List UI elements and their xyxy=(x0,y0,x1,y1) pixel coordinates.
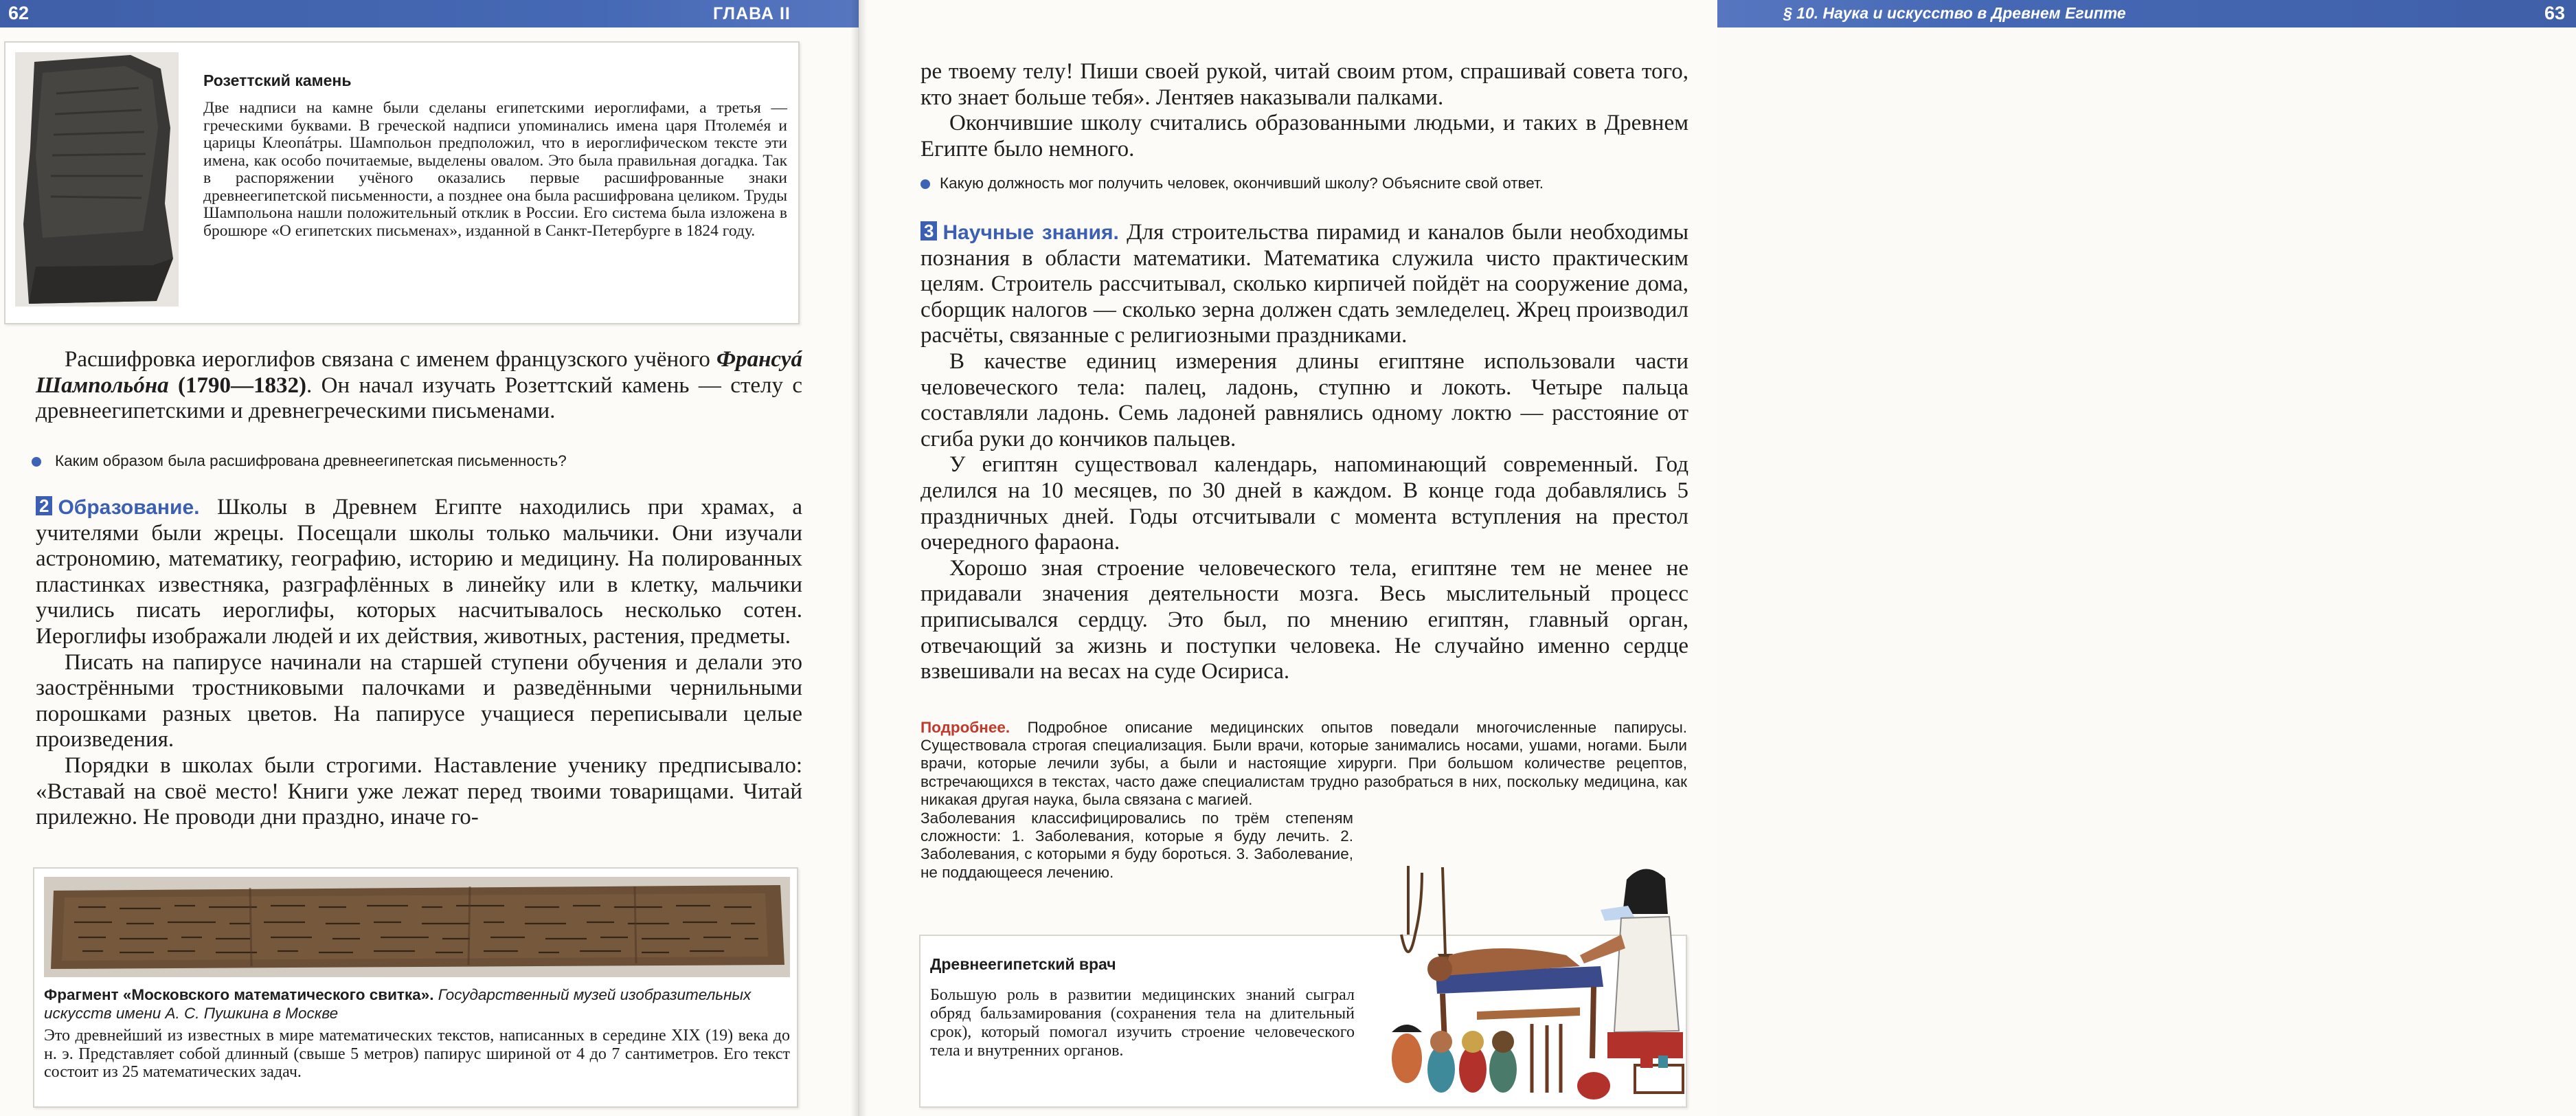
left-page-header xyxy=(0,0,859,27)
book-gutter xyxy=(850,0,867,1116)
question-1-text: Каким образом была расшифрована древнеегипетская письменность? xyxy=(55,452,567,469)
section-3-body xyxy=(920,220,1688,685)
right-top-p1: ре твоему телу! Пиши своей рукой, читай своим ртом, спрашивай совета того, кто знает больше тебя». Лентяев наказывали палками. xyxy=(920,59,1688,110)
intro-text-before: Расшифровка иероглифов связана с именем французского учёного xyxy=(65,347,717,372)
rosetta-stone-box xyxy=(4,41,800,324)
section-2-number: 2 xyxy=(36,496,52,515)
left-page xyxy=(0,0,859,1116)
question-bullet-icon xyxy=(920,179,930,189)
rosetta-box-title: Розеттский камень xyxy=(203,71,352,89)
section-3-title: Научные знания. xyxy=(942,221,1119,244)
champollion-name: Франсуá Шампольóна xyxy=(36,347,802,398)
chapter-title: ГЛАВА II xyxy=(713,4,791,23)
section-3-p2: В качестве единиц измерения длины египтяне использовали части человеческого тела: палец, ладонь, ступню и локоть. Четыре пальца составляли ладонь. Семь ладоней равнялись одному локтю — расстояние от сгиба руки до кончиков пальцев. xyxy=(920,348,1688,451)
more-details-block xyxy=(920,719,1687,809)
more-details-text: Подробное описание медицинских опытов поведали многочисленные папирусы. Существовала строгая специализация. Были врачи, которые занимались носами, ушами, ногами. Были врачи, которые лечили зубы, а были и настоящие хирурги. При большом количестве рецептов, встречающихся в текстах, часто даже специалистам трудно разобраться в них, поскольку медицина, как никакая другая наука, была связана с магией. xyxy=(920,719,1687,808)
papyrus-image xyxy=(44,877,790,977)
papyrus-box xyxy=(33,867,798,1108)
egyptian-doctor-illustration xyxy=(1374,852,1697,1111)
papyrus-text: Это древнейший из известных в мире математических текстов, написанных в середине XIX (19) века до н. э. Представляет собой длинный (свыше 5 метров) папирус шириной от 4 до 7 сантиметров. Его текст состоит из 25 математических задач. xyxy=(44,1027,790,1081)
intro-text-after: . Он начал изучать Розеттский камень — стелу с древнеегипетскими и древнегреческими письменами. xyxy=(36,372,802,424)
more-details-narrow: Заболевания классифицировались по трём степеням сложности: 1. Заболевания, которые я буду лечить. 2. Заболевания, с которыми я буду бороться. 3. Заболевание, не поддающееся лечению. xyxy=(920,810,1353,881)
right-page-number: 63 xyxy=(2544,3,2565,23)
right-page-header xyxy=(1717,0,2576,27)
section-2-p1: Школы в Древнем Египте находились при храмах, а учителями были жрецы. Посещали школы только мальчики. Они изучали астрономию, математику, географию, историю и медицину. На полированных пластинках известняка, разграфлённых в линейку или в клетку, мальчики учились писать иероглифы, которых насчитывалось несколько сотен. Иероглифы изображали людей и их действия, животных, растения, предметы. xyxy=(36,495,802,649)
rosetta-box-text: Две надписи на камне были сделаны египетскими иероглифами, а третья — греческими буквами. В греческой надписи упоминались имена царя Птолемéя и царицы Клеопáтры. Шампольон предположил, что в иероглифическом тексте эти имена, как особо почитаемые, выделены овалом. Это была правильная догадка. Так в распоряжении учёного оказались первые расшифрованные знаки древнеегипетской письменности, а позднее она была расшифрована целиком. Труды Шампольона нашли положительный отклик в России. Его система была изложена в брошюре «О египетских письменах», изданной в Санкт-Петербурге в 1824 году. xyxy=(203,99,787,240)
section-2-p3: Порядки в школах были строгими. Наставление ученику предписывало: «Вставай на своё место! Книги уже лежат перед твоими товарищами. Читай прилежно. Не проводи дни праздно, иначе го- xyxy=(36,752,802,830)
right-top-text xyxy=(920,59,1688,162)
doctor-box-text: Большую роль в развитии медицинских знаний сыграл обряд бальзамирования (сохранения тела на длительный срок), который помогал изучить строение человеческого тела и внутренних органов. xyxy=(930,986,1355,1060)
section-header-title: § 10. Наука и искусство в Древнем Египте xyxy=(1783,4,2126,22)
section-3-p4: Хорошо зная строение человеческого тела, египтяне тем не менее не придавали значения деятельности мозга. Весь мыслительный процесс приписывался сердцу. Это был, по мнению египтян, главный орган, отвечающий за жизнь и поступки человека. Не случайно именно сердце взвешивали на весах на суде Осириса. xyxy=(920,555,1688,684)
section-2-body xyxy=(36,495,802,831)
more-details-label: Подробнее. xyxy=(920,719,1010,736)
papyrus-caption-bold: Фрагмент «Московского математического свитка». xyxy=(44,986,434,1003)
left-page-number: 62 xyxy=(8,3,30,23)
section-2-p2: Писать на папирусе начинали на старшей ступени обучения и делали это заострёнными тростниковыми палочками и разведёнными чернильными порошками разных цветов. На папирусе учащиеся переписывали целые произведения. xyxy=(36,649,802,752)
doctor-box-title: Древнеегипетский врач xyxy=(930,955,1116,973)
right-page xyxy=(859,0,2565,1116)
rosetta-stone-image xyxy=(15,52,179,306)
question-2-text: Какую должность мог получить человек, окончивший школу? Объясните свой ответ. xyxy=(940,175,1544,192)
question-2 xyxy=(920,175,1690,192)
champollion-years: (1790—1832) xyxy=(168,372,307,398)
papyrus-caption-italic: Государственный музей изобразительных искусств имени А. С. Пушкина в Москве xyxy=(44,986,752,1022)
right-top-p2: Окончившие школу считались образованными людьми, и таких в Древнем Египте было немного. xyxy=(920,111,1688,161)
papyrus-caption xyxy=(44,985,790,1023)
left-intro-paragraph xyxy=(36,347,802,425)
section-2-title: Образование. xyxy=(58,496,200,519)
question-bullet-icon xyxy=(32,457,41,467)
section-3-p1: Для строительства пирамид и каналов были необходимы познания в области математики. Математика служила чисто практическим целям. Строитель рассчитывал, сколько кирпичей пойдёт на сооружение дома, сборщик налогов — сколько зерна должен сдать земледелец. Жрец производил расчёты, связанные с религиозными праздниками. xyxy=(920,220,1688,348)
section-3-number: 3 xyxy=(920,221,937,241)
question-1 xyxy=(32,452,801,470)
section-3-p3: У египтян существовал календарь, напоминающий современный. Год делился на 10 месяцев, по 30 дней в каждом. В конце года добавлялись 5 праздничных дней. Годы отсчитывали с момента вступления на престол очередного фараона. xyxy=(920,452,1688,555)
